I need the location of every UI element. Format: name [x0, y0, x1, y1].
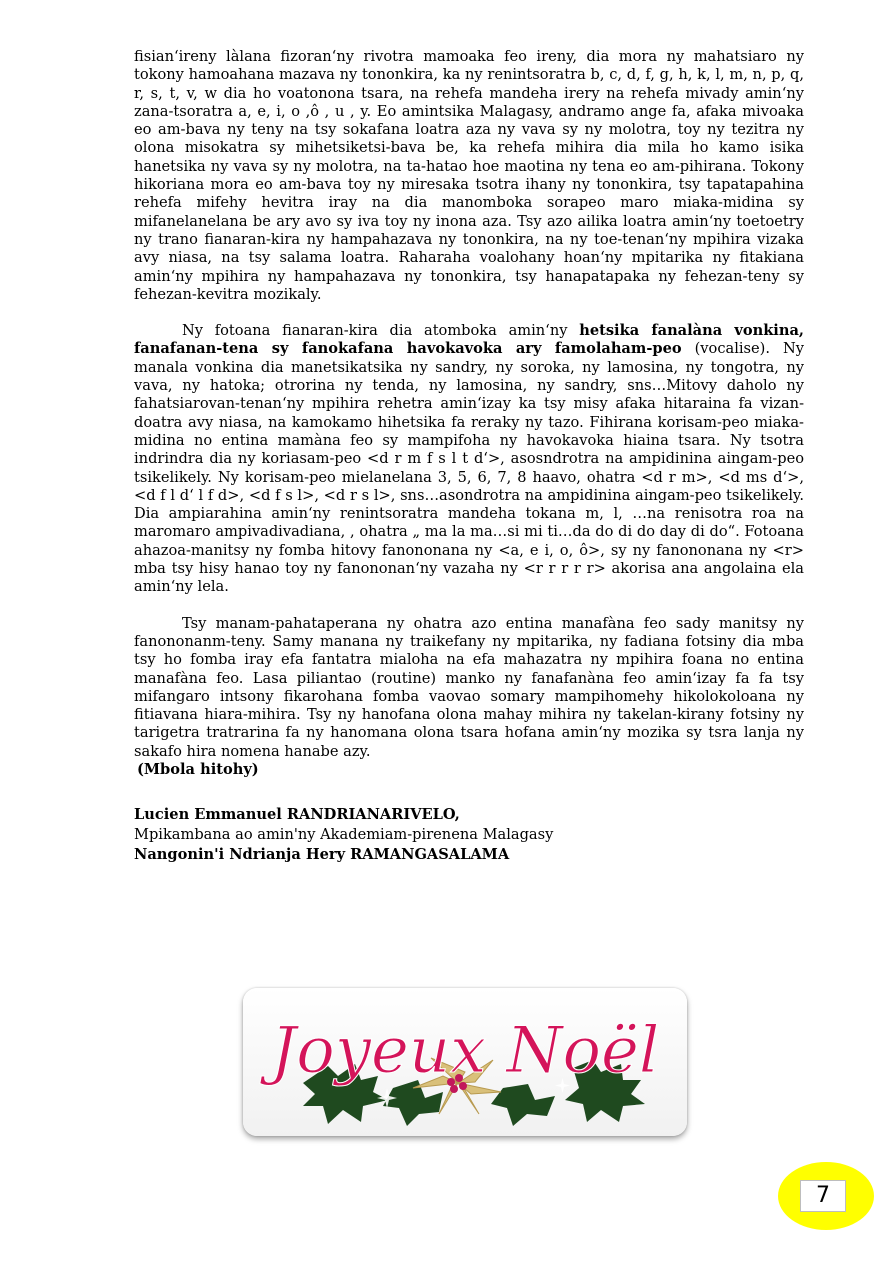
- holly-decoration: [243, 988, 687, 1136]
- paragraph-intro: Ny fotoana fianaran-kira dia atomboka amin‘ny: [182, 322, 580, 340]
- greeting-text: Joyeux Noël: [270, 1014, 660, 1088]
- editor-credit: Nangonin'i Ndrianja Hery RAMANGASALAMA: [134, 846, 510, 864]
- author-role: Mpikambana ao amin'ny Akademiam-pirenena Malagasy: [134, 826, 554, 844]
- christmas-greeting-card: [243, 988, 687, 1136]
- page-number-badge: [778, 1162, 874, 1230]
- paragraph: Tsy manam-pahataperana ny ohatra azo entina manafàna feo sady manitsy ny fanononanm-teny. Samy manana ny traikefany ny mpitarika, ny fadiana fotsiny dia mba tsy ho fomba iray efa fantatra mialoha na efa mahazatra ny mpihira foana no entina manafàna feo. Lasa piliantao (routine) manko ny fanafanàna feo amin‘izay fa fa tsy mifangaro intsony fikarohana fomba vaovao somary mampihomehy hikolokoloana ny fitiavana hiara-mihira. Tsy ny hanofana olona mahay mihira ny takelan-kirany fotsiny ny tarigetra tratrarina fa ny hanomana olona tsara hofana amin‘ny mozika sy tsra lanja ny sakafo hira nomena hanabe azy.: [134, 614, 804, 760]
- signature-block: [134, 805, 804, 865]
- paragraph: fisian‘ireny làlana fizoran‘ny rivotra mamoaka feo ireny, dia mora ny mahatsiaro ny tokony hamoahana mazava ny tononkira, ka ny renintsoratra b, c, d, f, g, h, k, l, m, n, p, q, r, s, t, v, w dia ho voatonona tsara, na rehefa mandeha irery na rehefa mivady amin‘ny zana-tsoratra a, e, i, o ,ô , u , y. Eo amintsika Malagasy, andramo ange fa, afaka mivoaka eo am-bava ny teny na tsy sokafana loatra aza ny vava sy ny molotra, toy ny tezitra ny olona misokatra sy mihetsiketsi-bava be, ka rehefa mihira dia mila ho kamo isika hanetsika ny vava sy ny molotra, na ta-hatao hoe maotina ny tena eo am-pihirana. Tokony hikoriana mora eo am-bava toy ny miresaka tsotra ihany ny tononkira, tsy tapatapahina rehefa mifehy hevitra iray na dia manomboka sorapeo maro miaka-midina sy mifanelanelana be ary avo sy iva toy ny inona aza. Tsy azo ailika loatra amin‘ny toetoetry ny trano fianaran-kira ny hampahazava ny tononkira, na ny toe-tenan‘ny mpihira vizaka avy niasa, na tsy salama loatra. Raharaha voalohany hoan‘ny mpitarika ny fitakiana amin‘ny mpihira ny hampahazava ny tononkira, tsy hanapatapaka ny fehezan-teny sy fehezan-kevitra mozikaly.: [134, 48, 804, 303]
- paragraph: [134, 322, 804, 596]
- article-body: [134, 48, 804, 865]
- paragraph-rest: (vocalise). Ny manala vonkina dia manetsikatsika ny sandry, ny soroka, ny lamosina, ny tongotra, ny vava, ny hatoka; otrorina ny tenda, ny lamosina, ny sandry, sns…Mitovy daholo ny fahatsiarovan-tenan‘ny mpihira rehetra amin‘izay ka tsy misy afaka hitaraina fa vizan-doatra avy niasa, na kamokamo hihetsika fa reraky ny tazo. Fihirana korisam-peo miaka-midina no entina mamàna feo sy mampifoha ny havokavoka hiaina tsara. Ny tsotra indrindra dia ny koriasam-peo <d r m f s l t d‘>, asosndrotra na ampidinina aingam-peo tsikelikely. Ny korisam-peo mielanelana 3, 5, 6, 7, 8 haavo, ohatra <d r m>, <d ms d‘>, <d f l d‘ l f d>, <d f s l>, <d r s l>, sns…asondrotra na ampidinina aingam-peo tsikelikely. Dia ampiarahina amin‘ny renintsoratra mandeha tokana m, l, …na renisotra roa na maromaro ampivadivadiana, , ohatra „ ma la ma…si mi ti…da do di do day di do“. Fotoana ahazoa-manitsy ny fomba hitovy fanononana ny <a, e i, o, ô>, sy ny fanononana ny <r> mba tsy hisy hanao toy ny fanononan‘ny vazaha ny <r r r r r> akorisa ana angolaina ela amin‘ny lela.: [134, 340, 805, 596]
- paragraph-bold-phrase: hetsika fanalàna vonkina, fanafanan-tena sy fanokafana havokavoka ary famolaham-peo: [134, 322, 804, 358]
- page-number: 7: [800, 1180, 846, 1212]
- continuation-note: (Mbola hitohy): [137, 760, 259, 778]
- author-name: Lucien Emmanuel RANDRIANARIVELO,: [134, 806, 460, 824]
